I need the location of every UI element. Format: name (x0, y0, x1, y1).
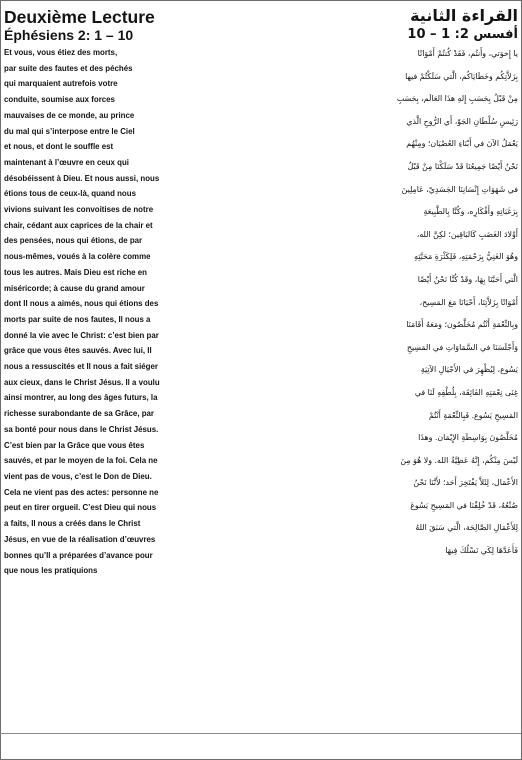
text-line: tous les autres. Mais Dieu est riche en (4, 267, 147, 277)
text-line: nous-mêmes, voués à la colère comme (4, 252, 151, 262)
text-line: المَسِيحِ يَسُوع. فَبِالنِّعْمَةِ أَنْتُمْ (428, 410, 518, 420)
arabic-title: القراءة الثانية (410, 6, 518, 25)
text-line: C’est bien par la Grâce que vous êtes (4, 440, 145, 450)
text-line: لِلأَعْمَالِ الصَّالِحَة، الَّتي سَبَقَ اللهُ (415, 523, 518, 533)
text-line: يَعْمَلُ الآنَ في أَبْنَاءِ العُصْيَان؛ ومِنْهُم (406, 139, 518, 149)
text-line: بِرَغَبَاتِهِ وأَفْكَارِه، وكُنَّا بِالطَّبِيعَةِ (423, 207, 518, 217)
text-line: غِنَى نِعْمَتِهِ الفَائِقَة، بِلُطْفِهِ لَنَا في (414, 387, 518, 397)
french-body-text (4, 45, 266, 579)
text-line: sa bonté pour nous dans le Christ Jésus. (4, 424, 159, 434)
text-line: وهُوَ الغَنِيُّ بِرَحْمَتِهِ، فَلِكَثْرَةِ مَحَبَّتِهِ (414, 252, 518, 262)
text-line: sauvés, et par le moyen de la foi. Cela ne (4, 456, 158, 466)
text-line: qui marquaient autrefois votre (4, 79, 118, 89)
text-line: bonnes qu’Il a préparées d’avance pour (4, 550, 153, 560)
text-line: maintenant à l’œuvre en ceux qui (4, 157, 129, 167)
french-title: Deuxième Lecture (4, 7, 155, 27)
arabic-reference: أفسس 2: 1 – 10 (407, 27, 518, 42)
bottom-divider (0, 733, 522, 734)
text-line: وبِالنِّعْمَةِ أَنْتُم مُخَلَّصُون؛ ومَعَهُ أَقَامَنَا (406, 320, 518, 330)
text-line: a faits, Il nous a créés dans le Christ (4, 519, 141, 529)
text-line: ainsi montrer, au long des âges futurs, la (4, 393, 158, 403)
text-line: par suite des fautes et des péchés (4, 63, 133, 73)
text-line: et nous, et dont le souffle est (4, 142, 114, 152)
text-line: mauvaises de ce monde, au prince (4, 110, 135, 120)
text-line: des pensées, nous qui étions, de par (4, 236, 143, 246)
text-line: conduite, soumise aux forces (4, 95, 115, 105)
text-line: أَمْوَاتًا بِزَلاَّتِنَا، أَحْيَانَا مَعَ المَسِيح، (419, 297, 518, 307)
text-line: étions tous de ceux-là, quand nous (4, 189, 136, 199)
text-line: Cela ne vient pas des actes: personne ne (4, 487, 159, 497)
text-line: Et vous, vous étiez des morts, (4, 48, 118, 57)
text-line: وَأَجْلَسَنَا في السَّمَاوَاتِ في المَسِيحِ (406, 342, 518, 352)
text-line: صُنْعُهُ، قَدْ خُلِقْنَا في المَسِيحِ يَسُوعَ (410, 500, 518, 510)
text-line: لَيْسَ مِنْكُم، إِنَّهُ عَطِيَّةُ الله. ولا هُوَ مِنَ (400, 455, 518, 465)
text-line: Jésus, en vue de la réalisation d’œuvres (4, 534, 156, 544)
text-line: بِزَلاَّتِكُم وخَطَايَاكُم، الَّتي سَلَكْتُمْ فيها (405, 71, 518, 81)
text-line: مِنْ قَبْلُ بِحَسَبِ إِلهِ هذَا العَالَم، بِحَسَبِ (396, 94, 518, 104)
text-line: في شَهَوَاتِ إِنْسَانِنَا الجَسَدِيّ، عَامِلِينَ (401, 184, 518, 194)
text-line: يا إِخوَتي، وأَنتُم، فَقَدْ كُنتُمْ أَمْوَاتًا (417, 49, 518, 58)
text-line: peut en tirer orgueil. C’est Dieu qui nous (4, 503, 157, 513)
text-line: désobéissent à Dieu. Et nous aussi, nous (4, 173, 160, 183)
text-line: richesse surabondante de sa Grâce, par (4, 409, 154, 419)
text-line: miséricorde; à cause du grand amour (4, 283, 145, 293)
text-line: du mal qui s’interpose entre le Ciel (4, 126, 135, 136)
text-line: dont Il nous a aimés, nous qui étions des (4, 299, 159, 309)
text-line: chair, cédant aux caprices de la chair et (4, 220, 153, 230)
text-line: أَوْلادَ الغَضَبِ كَالبَاقِين؛ لكِنَّ الله، (416, 229, 518, 239)
text-line: nous a ressuscités et Il nous a fait siéger (4, 362, 158, 372)
french-reference: Éphésiens 2: 1 – 10 (4, 27, 134, 43)
text-line: morts par suite de nos fautes, Il nous a (4, 314, 151, 324)
text-line: رَئِيسِ سُلْطَانِ الجَوّ، أَي الرُّوحِ الَّذي (406, 116, 518, 126)
text-line: نَحْنُ أَيْضًا جَمِيعُنَا قَدْ سَلَكْنَا مِنْ قَبْلُ (407, 161, 518, 171)
text-line: aux cieux, dans le Christ Jésus. Il a voulu (4, 377, 160, 387)
french-reading-column (4, 8, 266, 579)
text-line: vient pas de vous, c’est le Don de Dieu. (4, 471, 152, 481)
text-line: مُخَلَّصُونَ بِوَاسِطَةِ الإِيْمَان. وهذَا (418, 433, 518, 443)
text-line: الَّتي أَحَبَّنَا بِهَا، وقَدْ كُنَّا نَحْنُ أَيْضًا (417, 274, 518, 284)
text-line: vivions suivant les convoitises de notre (4, 205, 154, 215)
text-line: يَسُوع، لِيُظْهِرَ في الأَجْيَالِ الآتِيَةِ (420, 365, 518, 375)
text-line: الأَعْمَال، لِئَلاَّ يَفْتَخِرَ أَحَد؛ لأَنَّنَا نَحْنُ (413, 478, 518, 488)
arabic-body-text (266, 43, 518, 563)
text-line: donné la vie avec le Christ: c’est bien par (4, 330, 159, 340)
arabic-reading-column (266, 6, 518, 563)
text-line: que nous les pratiquions (4, 566, 98, 576)
text-line: grâce que vous êtes sauvés. Avec lui, Il (4, 346, 152, 356)
text-line: فَأَعَدَّهَا لِكَي نَسْلُكَ فِيهَا (445, 546, 518, 556)
